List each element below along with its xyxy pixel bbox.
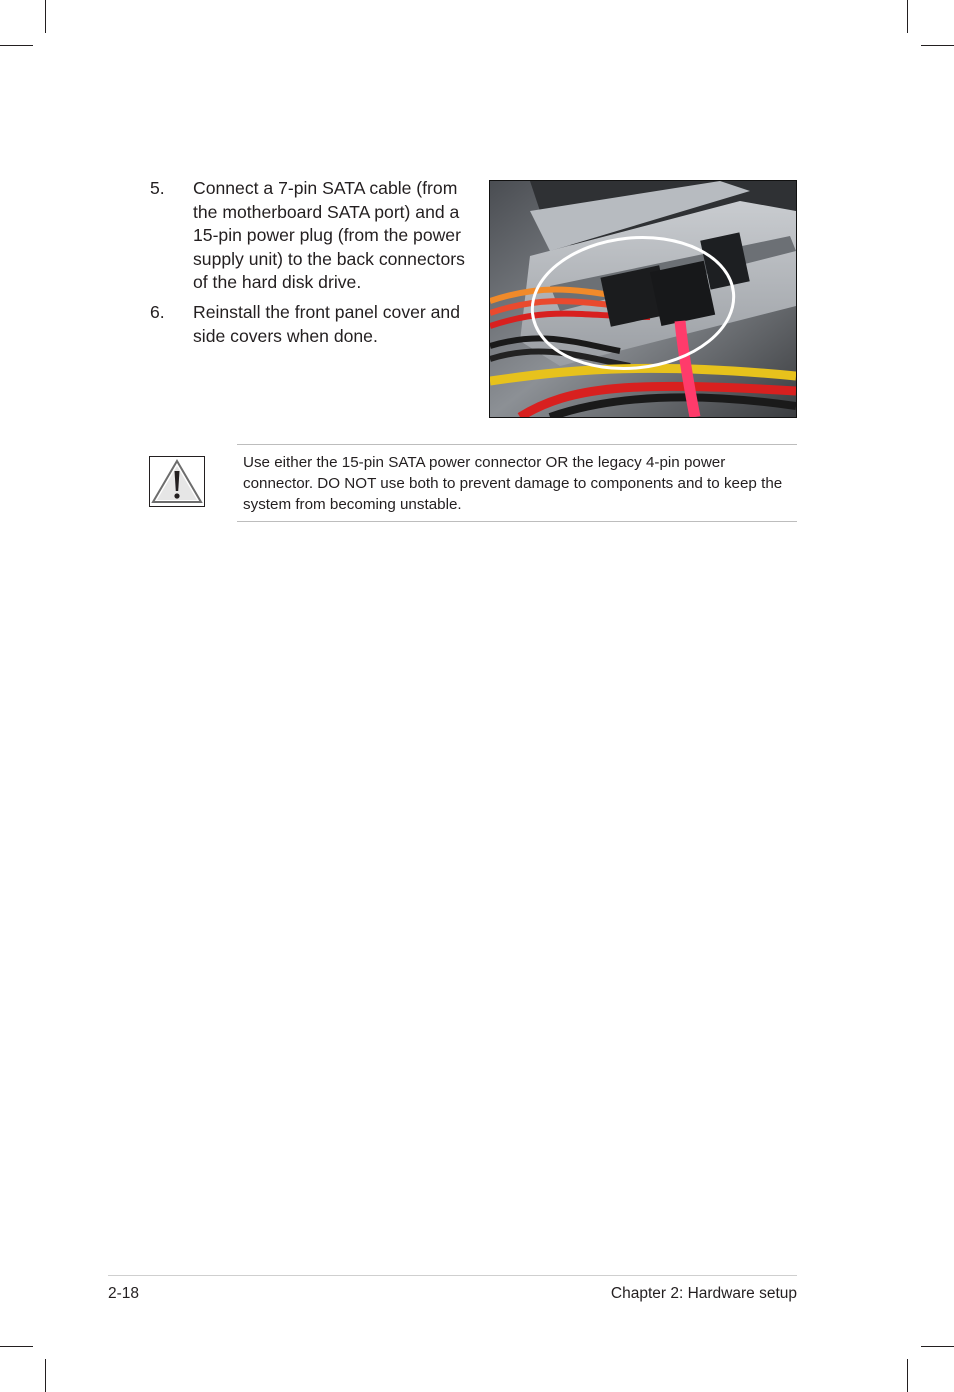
crop-mark (0, 45, 33, 46)
page-number: 2-18 (108, 1285, 140, 1302)
note-bottom-rule (237, 521, 797, 522)
step-number: 6. (150, 302, 165, 322)
note-top-rule (237, 444, 797, 445)
warning-triangle-icon (149, 456, 205, 507)
crop-mark (907, 1359, 908, 1392)
crop-mark (45, 1359, 46, 1392)
crop-mark (907, 0, 908, 33)
crop-mark (921, 45, 954, 46)
crop-mark (921, 1346, 954, 1347)
step-text: Reinstall the front panel cover and side covers when done. (193, 302, 460, 346)
crop-mark (45, 0, 46, 33)
step-text: Connect a 7-pin SATA cable (from the motherboard SATA port) and a 15-pin power plug (from the power supply unit) to the back connectors of the hard disk drive. (193, 178, 465, 292)
warning-text: Use either the 15-pin SATA power connector OR the legacy 4-pin power connector. DO NOT use both to prevent damage to components and to keep the system from becoming unstable. (243, 454, 783, 513)
hard-drive-connection-photo (489, 180, 797, 418)
footer-rule (108, 1275, 797, 1276)
chapter-label: Chapter 2: Hardware setup (610, 1285, 797, 1302)
connection-illustration (490, 181, 796, 417)
step-number: 5. (150, 178, 165, 198)
crop-mark (0, 1346, 33, 1347)
